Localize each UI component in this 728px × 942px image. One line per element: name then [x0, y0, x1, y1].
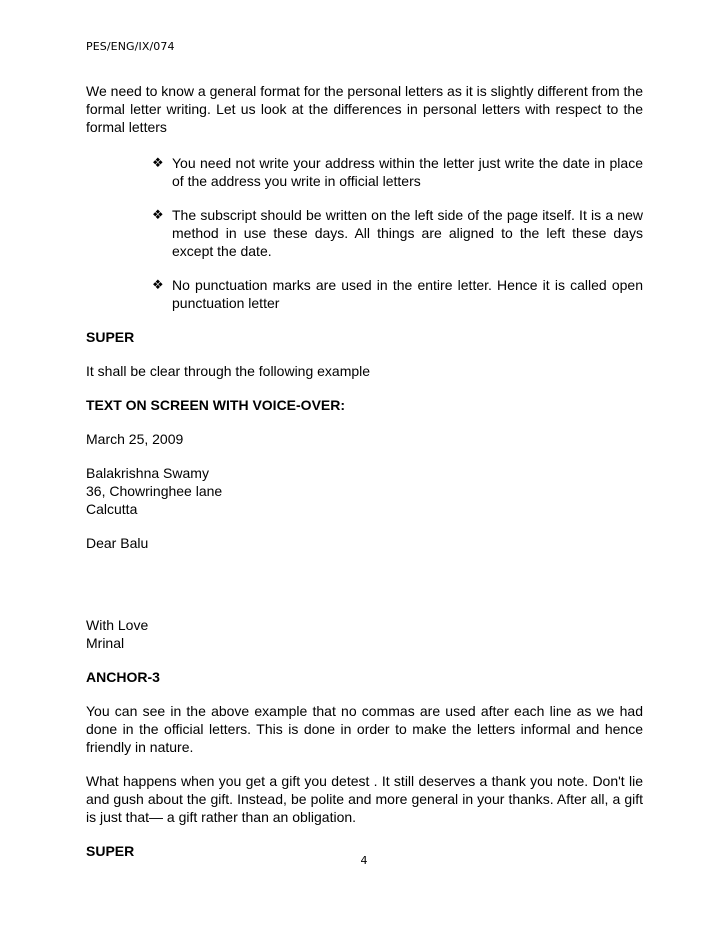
- list-item: [86, 154, 643, 190]
- diamond-bullet-icon: ❖: [152, 155, 164, 170]
- super-heading-2: SUPER: [86, 843, 135, 859]
- list-item: [86, 276, 643, 312]
- list-item-text: No punctuation marks are used in the entire letter. Hence it is called open punctuation letter: [172, 277, 643, 311]
- letter-closing: With Love: [86, 617, 149, 633]
- anchor-paragraph: You can see in the above example that no commas are used after each line as we had done in the official letters. This is done in order to make the letters informal and hence friendly in nature.: [86, 703, 643, 755]
- document-body: [86, 82, 643, 860]
- letter-salutation: Dear Balu: [86, 535, 149, 551]
- text-on-screen-heading: TEXT ON SCREEN WITH VOICE-OVER:: [86, 397, 346, 413]
- differences-list: [86, 154, 643, 312]
- diamond-bullet-icon: ❖: [152, 277, 164, 292]
- anchor-heading: ANCHOR-3: [86, 669, 160, 685]
- document-id-header: PES/ENG/IX/074: [86, 40, 175, 53]
- letter-recipient-street: 36, Chowringhee lane: [86, 483, 223, 499]
- letter-signature: Mrinal: [86, 635, 125, 651]
- example-intro: It shall be clear through the following example: [86, 363, 371, 379]
- list-item-text: The subscript should be written on the left side of the page itself. It is a new method in use these days. All things are aligned to the left these days except the date.: [172, 207, 643, 259]
- intro-paragraph: We need to know a general format for the personal letters as it is slightly different from the formal letter writing. Let us look at the differences in personal letters with respect to the formal letters: [86, 83, 643, 135]
- page-number: 4: [360, 854, 368, 867]
- gift-paragraph: What happens when you get a gift you detest . It still deserves a thank you note. Don't lie and gush about the gift. Instead, be polite and more general in your thanks. After all, a gift is just that— a gift rather than an obligation.: [86, 773, 643, 825]
- letter-recipient-city: Calcutta: [86, 501, 138, 517]
- super-heading: SUPER: [86, 329, 135, 345]
- list-item-text: You need not write your address within the letter just write the date in place of the address you write in official letters: [172, 155, 643, 189]
- list-item: [86, 206, 643, 260]
- diamond-bullet-icon: ❖: [152, 207, 164, 222]
- example-letter: [86, 430, 643, 652]
- letter-date: March 25, 2009: [86, 431, 184, 447]
- letter-recipient-name: Balakrishna Swamy: [86, 465, 209, 481]
